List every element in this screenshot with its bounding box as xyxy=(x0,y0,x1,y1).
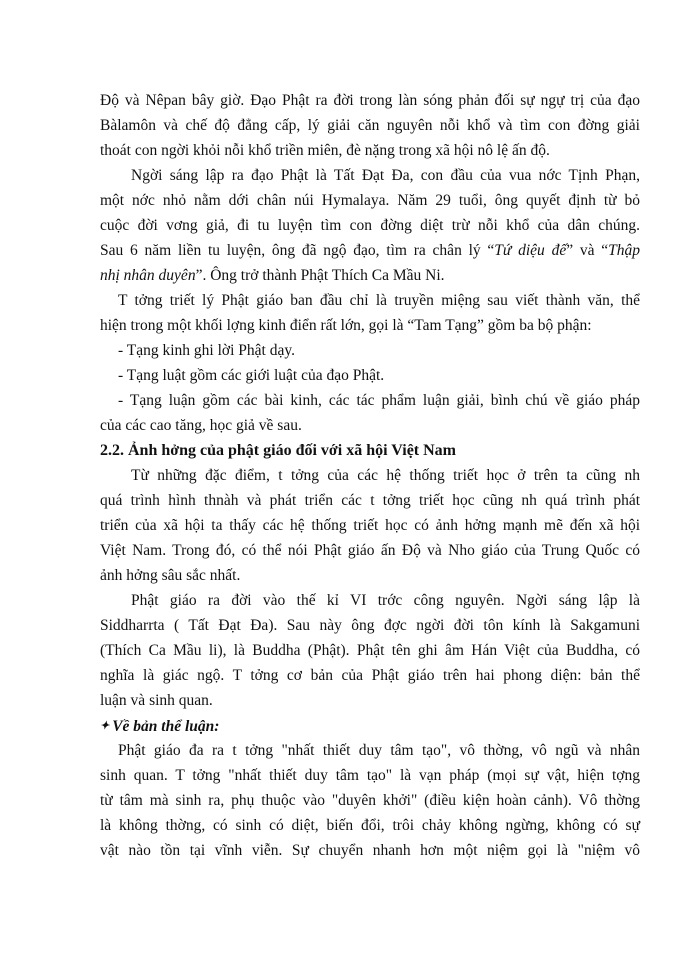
text-run: Sau 6 năm liền tu luyện, ông đã ngộ đạo, tìm ra chân lý “ xyxy=(100,242,495,259)
list-item: - Tạng luận gồm các bài kinh, các tác phẩm luận giải, bình chú về giáo pháp xyxy=(118,392,640,409)
paragraph-line: nghĩa là giác ngộ. T tởng cơ bản của Phật giáo trên hai phong diện: bản thể xyxy=(100,667,640,684)
paragraph-line: Việt Nam. Trong đó, có thể nói Phật giáo ấn Độ và Nho giáo của Trung Quốc có xyxy=(100,542,640,559)
paragraph-line: ảnh hởng sâu sắc nhất. xyxy=(100,567,241,584)
subheading xyxy=(100,716,640,737)
paragraph-line: quá trình hình thnàh và phát triển các t tởng triết học cũng nh quá trình phát xyxy=(100,492,640,509)
list-item: - Tạng kinh ghi lời Phật dạy. xyxy=(118,342,295,359)
paragraph-line: Siddharrta ( Tất Đạt Đa). Sau này ông đợc ngời đời tôn kính là Sakgamuni xyxy=(100,617,640,634)
paragraph-line: (Thích Ca Mầu li), là Buddha (Phật). Phật tên ghi âm Hán Việt của Buddha, có xyxy=(100,642,640,659)
paragraph-line: triển của xã hội ta thấy các hệ thống triết học có ảnh hởng mạnh mẽ đến xã hội xyxy=(100,517,640,534)
italic-term: nhị nhân duyên xyxy=(100,267,196,284)
star-bullet-icon: ✦ xyxy=(100,720,110,732)
paragraph-line: một nớc nhỏ nằm dới chân núi Hymalaya. Năm 29 tuổi, ông quyết định từ bỏ xyxy=(100,192,640,209)
text-run: ” và “ xyxy=(566,242,609,259)
paragraph-line: vật nào tồn tại vĩnh viễn. Sự chuyển nhanh hơn một niệm gọi là "niệm vô xyxy=(100,842,640,859)
paragraph-line: Ngời sáng lập ra đạo Phật là Tất Đạt Đa, con đầu của vua nớc Tịnh Phạn, xyxy=(131,167,640,184)
italic-term: Tứ diệu đế xyxy=(494,242,567,259)
paragraph-line: luận và sinh quan. xyxy=(100,692,213,709)
paragraph-line: sinh quan. T tởng "nhất thiết duy tâm tạo" là vạn pháp (mọi sự vật, hiện tợng xyxy=(100,767,640,784)
paragraph-line-mixed xyxy=(100,241,640,261)
paragraph-line-mixed xyxy=(100,266,640,286)
paragraph-line: là không thờng, có sinh có diệt, biến đổi, trôi chảy không ngừng, không có sự xyxy=(100,817,640,834)
list-item-continuation: của các cao tăng, học giả về sau. xyxy=(100,417,302,434)
paragraph-line: Độ và Nêpan bây giờ. Đạo Phật ra đời trong làn sóng phản đối sự ngự trị của đạo xyxy=(100,92,640,109)
italic-term: Thập xyxy=(608,242,640,259)
text-run: ”. Ông trở thành Phật Thích Ca Mầu Ni. xyxy=(195,267,445,284)
paragraph-line: T tởng triết lý Phật giáo ban đầu chỉ là truyền miệng sau viết thành văn, thể xyxy=(118,292,640,309)
section-heading: 2.2. Ảnh hởng của phật giáo đối với xã hội Việt Nam xyxy=(100,442,456,459)
paragraph-line: thoát con ngời khỏi nỗi khổ triền miên, đè nặng trong xã hội nô lệ ấn độ. xyxy=(100,142,550,159)
paragraph-line: Phật giáo ra đời vào thế kỉ VI trớc công nguyên. Ngời sáng lập là xyxy=(131,592,640,609)
paragraph-line: hiện trong một khối lợng kinh điển rất lớn, gọi là “Tam Tạng” gồm ba bộ phận: xyxy=(100,317,592,334)
paragraph-line: Từ những đặc điểm, t tởng của các hệ thống triết học ở trên ta cũng nh xyxy=(131,467,640,484)
list-item: - Tạng luật gồm các giới luật của đạo Phật. xyxy=(118,367,385,384)
paragraph-line: Phật giáo đa ra t tởng "nhất thiết duy tâm tạo", vô thờng, vô ngũ và nhân xyxy=(118,742,640,759)
paragraph-line: Bàlamôn và chế độ đẳng cấp, lý giải căn nguyên nỗi khổ và tìm con đờng giải xyxy=(100,117,640,134)
paragraph-line: cuộc đời vơng giả, đi tu luyện tìm con đờng diệt trừ nỗi khổ của dân chúng. xyxy=(100,217,640,234)
subheading-text: Về bản thể luận: xyxy=(112,718,220,735)
paragraph-line: từ tâm mà sinh ra, phụ thuộc vào "duyên khởi" (điều kiện hoàn cảnh). Vô thờng xyxy=(100,792,640,809)
